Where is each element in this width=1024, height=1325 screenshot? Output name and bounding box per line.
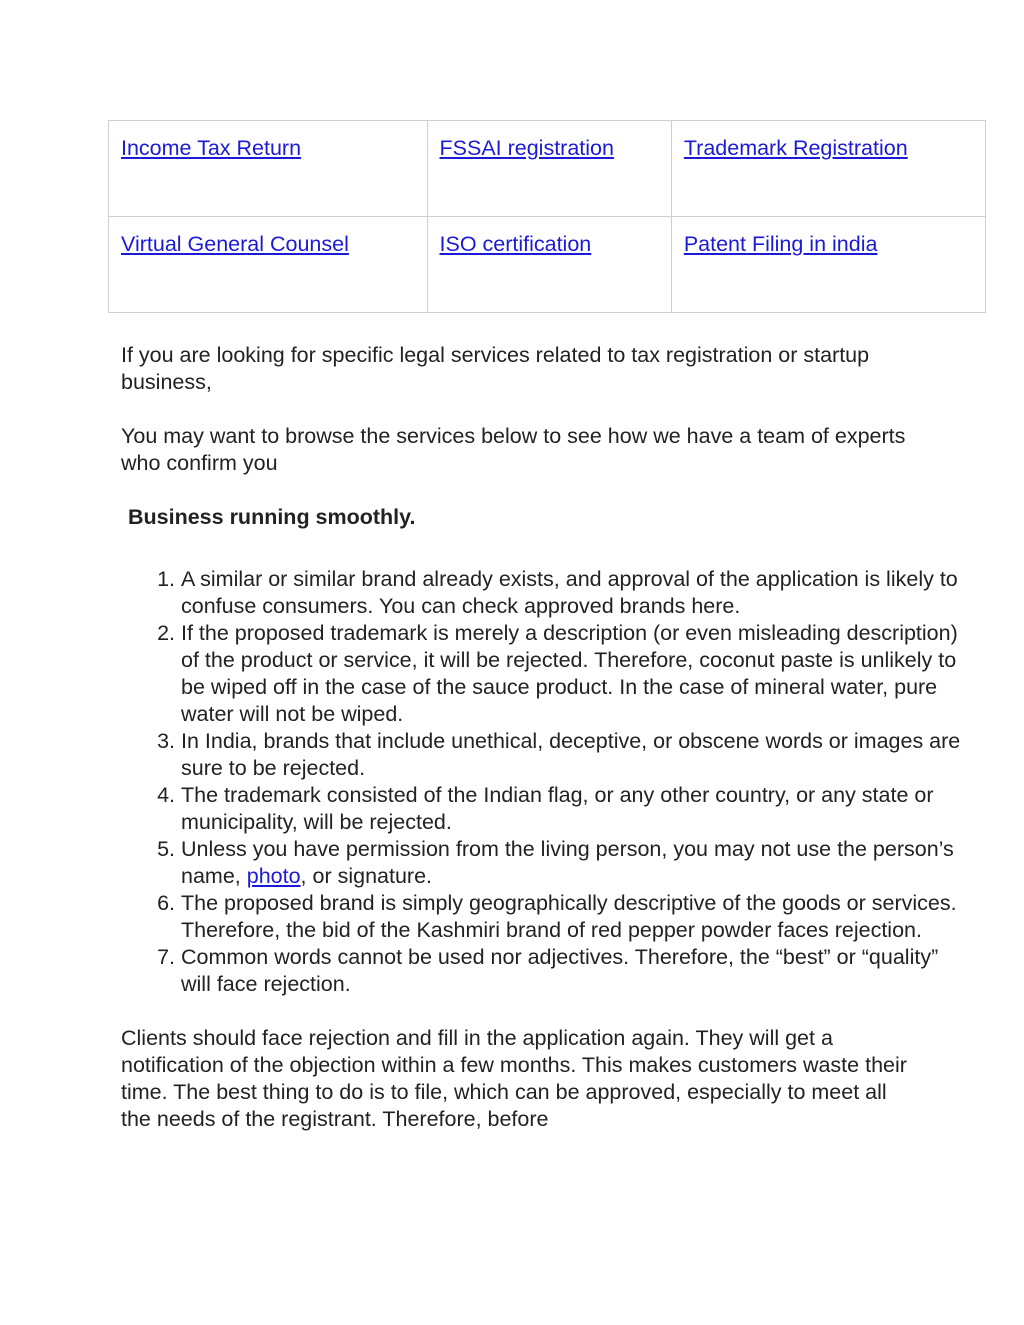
table-cell	[671, 121, 985, 217]
link-fssai-registration[interactable]: FSSAI registration	[439, 136, 614, 160]
article-body	[121, 342, 961, 1133]
link-patent-filing[interactable]: Patent Filing in india	[683, 232, 878, 256]
section-heading: Business running smoothly.	[128, 505, 416, 529]
intro-paragraph-2: You may want to browse the services below to see how we have a team of experts who confirm you	[121, 424, 906, 475]
list-item: 4. The trademark consisted of the Indian flag, or any other country, or any state or municipality, will be rejected.	[181, 782, 961, 836]
photo-link[interactable]: photo	[246, 864, 301, 888]
table-row	[109, 217, 986, 313]
table-cell	[109, 121, 428, 217]
rejection-reasons-list	[121, 566, 961, 998]
link-trademark-registration[interactable]: Trademark Registration	[683, 136, 908, 160]
table-cell	[427, 217, 671, 313]
link-virtual-general-counsel[interactable]: Virtual General Counsel	[121, 232, 349, 256]
table-cell	[109, 217, 428, 313]
list-item-text: Unless you have permission from the living person, you may not use the person’s name,	[181, 837, 954, 888]
services-table	[108, 120, 986, 313]
table-row	[109, 121, 986, 217]
list-item: 3. In India, brands that include unethical, deceptive, or obscene words or images are sure to be rejected.	[181, 728, 961, 782]
list-item	[181, 836, 961, 890]
list-item-text: , or signature.	[300, 864, 433, 888]
table-cell	[671, 217, 985, 313]
closing-paragraph: Clients should face rejection and fill in the application again. They will get a notification of the objection within a few months. This makes customers waste their time. The best thing to do is to file, which can be approved, especially to meet all the needs of the registrant. Therefore, before	[121, 1026, 907, 1131]
list-item: 1. A similar or similar brand already exists, and approval of the application is likely to confuse consumers. You can check approved brands here.	[181, 566, 961, 620]
list-item: 6. The proposed brand is simply geographically descriptive of the goods or services. Therefore, the bid of the Kashmiri brand of red pepper powder faces rejection.	[181, 890, 961, 944]
list-item: 2. If the proposed trademark is merely a description (or even misleading description) of the product or service, it will be rejected. Therefore, coconut paste is unlikely to be wiped off in the case of the sauce product. In the case of mineral water, pure water will not be wiped.	[181, 620, 961, 728]
intro-paragraph: If you are looking for specific legal services related to tax registration or startup business,	[121, 343, 870, 394]
link-iso-certification[interactable]: ISO certification	[439, 232, 592, 256]
list-item: 7. Common words cannot be used nor adjectives. Therefore, the “best” or “quality” will face rejection.	[181, 944, 961, 998]
table-cell	[427, 121, 671, 217]
link-income-tax-return[interactable]: Income Tax Return	[121, 136, 302, 160]
